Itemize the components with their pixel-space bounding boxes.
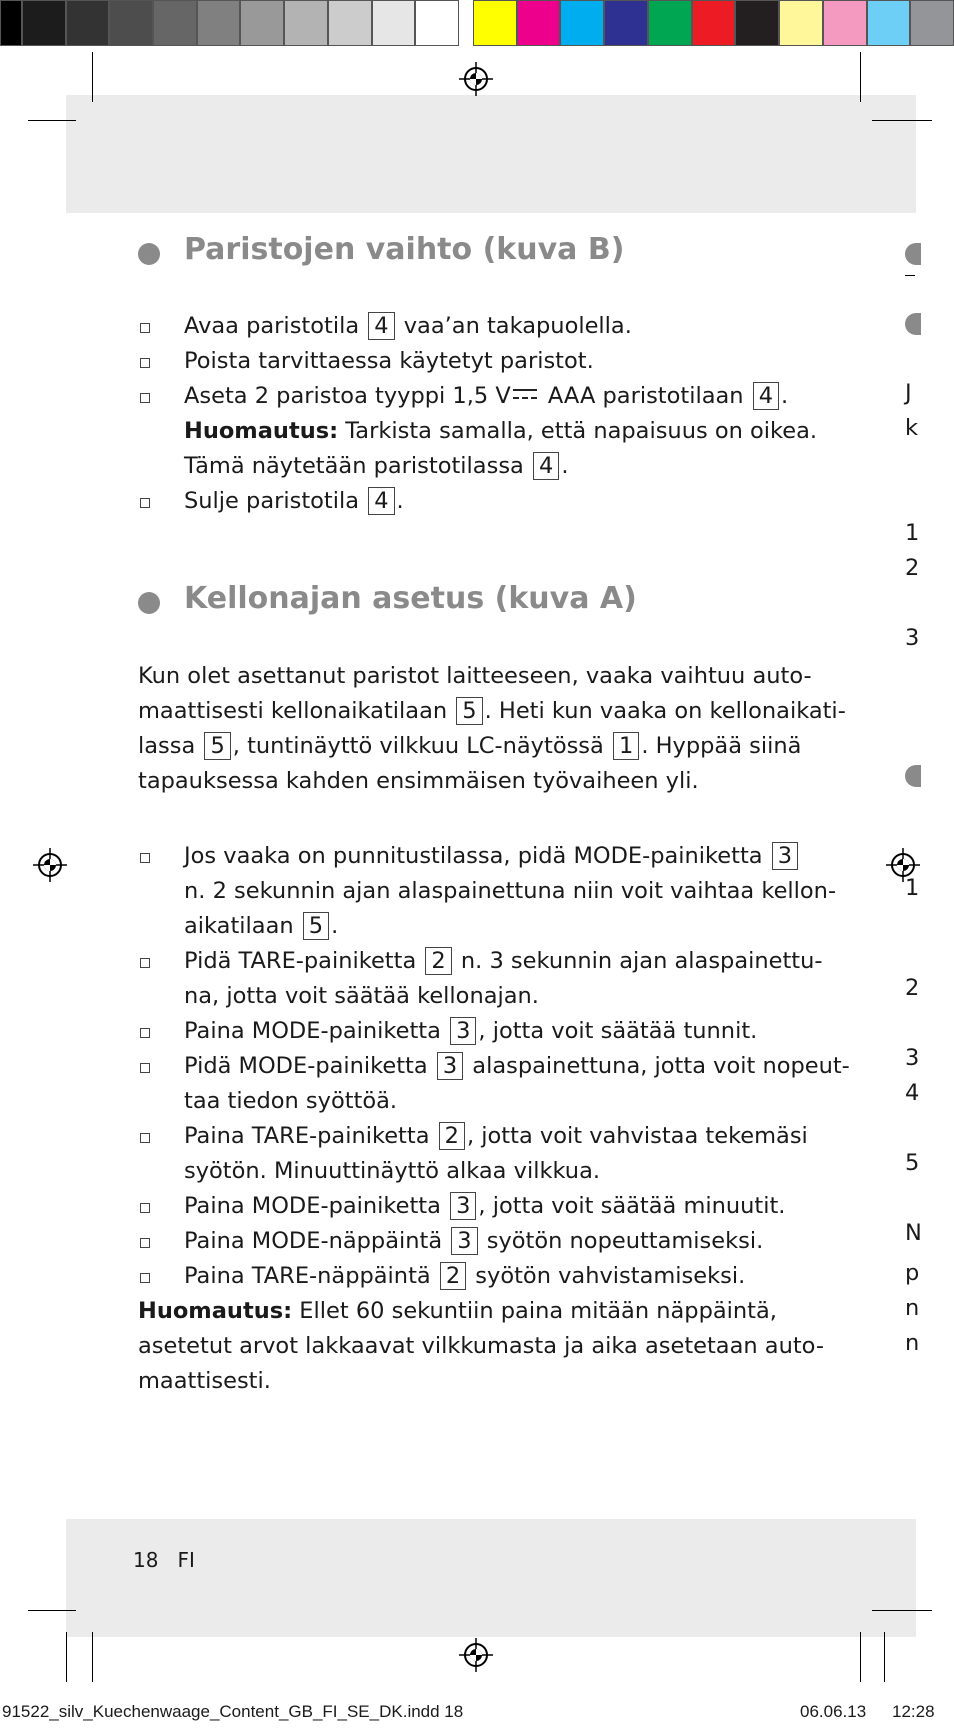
color-swatch (197, 0, 241, 46)
section-bullet-icon (138, 592, 160, 614)
color-swatch (284, 0, 328, 46)
list-bullet-icon (140, 358, 150, 368)
list-item: Aseta 2 paristoa tyyppi 1,5 V AAA paristotilaan 4 . (184, 383, 789, 409)
language-code: FI (177, 1548, 195, 1572)
color-swatch (823, 0, 867, 46)
dc-symbol-icon (513, 389, 537, 399)
paragraph-line: maattisesti kellonaikatilaan 5 . Heti kun vaaka on kellonaikati- (138, 698, 846, 724)
crop-mark (884, 1632, 885, 1682)
note-line: Tämä näytetään paristotilassa 4 . (184, 453, 569, 479)
list-item: Pidä TARE-painiketta 2 n. 3 sekunnin ajan alaspainettu- (184, 948, 823, 974)
next-page-fragment: 5 (905, 1150, 920, 1176)
list-bullet-icon (140, 1273, 150, 1283)
list-bullet-icon (140, 323, 150, 333)
section-bullet-icon (138, 243, 160, 265)
section-title-clock: Kellonajan asetus (kuva A) (184, 581, 637, 616)
registration-mark-icon (459, 62, 493, 96)
next-page-fragment: J (905, 380, 912, 406)
list-bullet-icon (140, 1238, 150, 1248)
crop-mark (872, 1610, 932, 1611)
list-bullet-icon (140, 498, 150, 508)
color-swatch (560, 0, 604, 46)
list-item: Paina MODE-painiketta 3 , jotta voit säätää minuutit. (184, 1193, 786, 1219)
color-swatch (22, 0, 66, 46)
list-item-cont: syötön. Minuuttinäyttö alkaa vilkkua. (184, 1158, 601, 1184)
color-swatch (692, 0, 736, 46)
paragraph-line: tapauksessa kahden ensimmäisen työvaiheen yli. (138, 768, 699, 794)
color-swatch (910, 0, 954, 46)
crop-mark (28, 120, 76, 121)
color-swatch (109, 0, 153, 46)
list-item: Sulje paristotila 4 . (184, 488, 404, 514)
color-swatch (0, 0, 22, 46)
section-bullet-icon (905, 243, 921, 265)
note-line: Huomautus: Ellet 60 sekuntiin paina mitään näppäintä, (138, 1298, 777, 1324)
color-swatch (240, 0, 284, 46)
list-item-cont: taa tiedon syöttöä. (184, 1088, 398, 1114)
section-title-battery: Paristojen vaihto (kuva B) (184, 232, 625, 267)
color-swatch (153, 0, 197, 46)
crop-mark (66, 1632, 67, 1682)
section-bullet-icon (905, 313, 921, 335)
list-item: Pidä MODE-painiketta 3 alaspainettuna, jotta voit nopeut- (184, 1053, 850, 1079)
next-page-fragment: n (905, 1295, 920, 1321)
crop-mark (92, 1632, 93, 1682)
color-swatch (604, 0, 648, 46)
next-page-fragment: 1 (905, 520, 920, 546)
next-page-fragment: 2 (905, 975, 920, 1001)
next-page-fragment: k (905, 415, 919, 441)
color-swatch (735, 0, 779, 46)
list-item: Avaa paristotila 4 vaa’an takapuolella. (184, 313, 632, 339)
crop-mark (860, 1632, 861, 1682)
crop-mark (28, 1610, 76, 1611)
next-page-fragment: n (905, 1330, 920, 1356)
crop-mark (872, 120, 932, 121)
list-bullet-icon (140, 1028, 150, 1038)
color-swatch (867, 0, 911, 46)
list-bullet-icon (140, 958, 150, 968)
color-swatch (779, 0, 823, 46)
crop-mark (860, 52, 861, 102)
color-swatch (648, 0, 692, 46)
note-line: Huomautus: Tarkista samalla, että napaisuus on oikea. (184, 418, 818, 444)
list-item: Paina MODE-painiketta 3 , jotta voit säätää tunnit. (184, 1018, 758, 1044)
color-swatch (517, 0, 561, 46)
header-band (66, 95, 916, 213)
registration-mark-icon (459, 1638, 493, 1672)
next-page-fragment: 3 (905, 625, 920, 651)
page-number: 18 FI (133, 1548, 195, 1572)
list-item: Paina TARE-näppäintä 2 syötön vahvistamiseksi. (184, 1263, 746, 1289)
next-page-fragment: 3 (905, 1045, 920, 1071)
list-bullet-icon (140, 1063, 150, 1073)
paragraph-line: Kun olet asettanut paristot laitteeseen, vaaka vaihtuu auto- (138, 663, 812, 689)
list-item: Poista tarvittaessa käytetyt paristot. (184, 348, 594, 374)
note-line: asetetut arvot lakkaavat vilkkumasta ja aika asetetaan auto- (138, 1333, 824, 1359)
next-page-fragment: p (905, 1260, 920, 1286)
color-swatch (328, 0, 372, 46)
list-bullet-icon (140, 1133, 150, 1143)
list-bullet-icon (140, 393, 150, 403)
list-item-cont: aikatilaan 5 . (184, 913, 339, 939)
list-item-cont: na, jotta voit säätää kellonajan. (184, 983, 539, 1009)
crop-mark (92, 52, 93, 102)
color-swatch (415, 0, 459, 46)
list-item: Paina MODE-näppäintä 3 syötön nopeuttamiseksi. (184, 1228, 764, 1254)
paragraph-line: lassa 5 , tuntinäyttö vilkkuu LC-näytössä 1 . Hyppää siinä (138, 733, 802, 759)
list-bullet-icon (140, 853, 150, 863)
color-swatch (66, 0, 110, 46)
footer-time: 12:28 (892, 1702, 935, 1721)
next-page-fragment: N (905, 1220, 922, 1246)
footer-filename: 91522_silv_Kuechenwaage_Content_GB_FI_SE_DK.indd 18 (2, 1702, 464, 1721)
color-calibration-bar (0, 0, 954, 48)
color-swatch (473, 0, 517, 46)
footer-band (66, 1519, 916, 1637)
color-swatch (372, 0, 416, 46)
list-item: Jos vaaka on punnitustilassa, pidä MODE-painiketta 3 (184, 839, 800, 874)
note-line: maattisesti. (138, 1368, 271, 1394)
underline-fragment (905, 275, 915, 276)
next-page-fragment: 2 (905, 555, 920, 581)
registration-mark-icon (33, 848, 67, 882)
list-bullet-icon (140, 1203, 150, 1213)
next-page-fragment: 4 (905, 1080, 920, 1106)
section-bullet-icon (905, 765, 921, 787)
footer-date: 06.06.13 (800, 1702, 867, 1721)
list-item: Paina TARE-painiketta 2 , jotta voit vahvistaa tekemäsi (184, 1123, 808, 1149)
next-page-fragment: 1 (905, 875, 920, 901)
list-item-cont: n. 2 sekunnin ajan alaspainettuna niin voit vaihtaa kellon- (184, 878, 837, 904)
